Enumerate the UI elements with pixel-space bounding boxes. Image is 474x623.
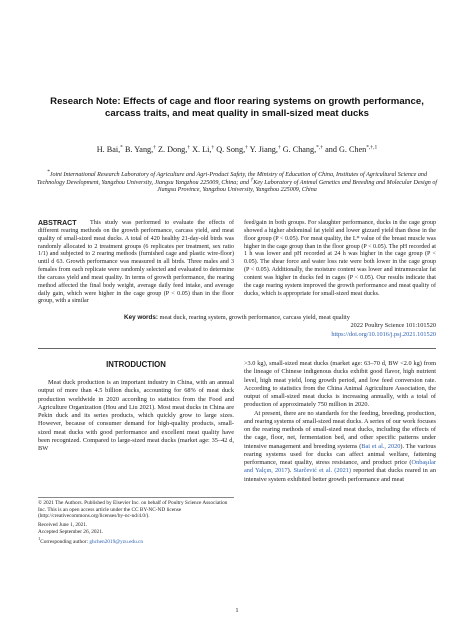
author-affiliation-mark: *,† [316, 144, 324, 151]
reference-link-starcevic[interactable]: Starčević et al. (2021) [293, 467, 352, 475]
accepted-date: Accepted September 26, 2021. [38, 528, 104, 535]
footnotes [38, 500, 234, 545]
author-affiliation-mark: * [120, 144, 123, 151]
article-title: Research Note: Effects of cage and floor rearing systems on growth performance, carcass traits, and meat quality in small-sized meat ducks [50, 96, 424, 119]
abstract-right-column: feed/gain in both groups. For slaughter performance, ducks in the cage group showed a higher abdominal fat yield and lower gizzard yield than those in the floor group (P < 0.05). For meat quality, the L* value of the breast muscle was higher in the cage group than in the floor group (P < 0.05). The pH recorded at 1 h was lower and pH recorded at 24 h was higher in the cage group (P < 0.05). The shear force and water loss rate were both lower in the cage group (P < 0.05). Additionally, the moisture content was lower and intramuscular fat content was higher in ducks fed in cages (P < 0.05). Our results indicate that the cage rearing system improved the growth performance and meat quality of ducks, which is appropriate for small-sized meat ducks. [244, 220, 436, 297]
affiliation-a-mark: * [46, 169, 50, 175]
introduction-heading: INTRODUCTION [106, 360, 166, 369]
page-number: 1 [235, 607, 239, 614]
abstract-label: ABSTRACT [38, 220, 77, 227]
copyright-notice: © 2021 The Authors. Published by Elsevier Inc. on behalf of Poultry Science Association Inc. This is an open access article under the CC BY-NC-ND license (http://creativecommons.org/licenses/by-nc-nd/4.0/). [38, 500, 228, 520]
paragraph-text: reported that ducks reared in an intensive system exhibited better growth performance and meat [244, 467, 436, 483]
author-affiliation-mark: *,†,1 [366, 144, 378, 151]
author-name: G. Chen [338, 145, 367, 154]
paragraph-text: ). The various rearing systems used for ducks can affect animal welfare, fattening performance, meat quality, stress resistance, and product price ( [244, 442, 436, 466]
paragraph-text: At present, there are no standards for the feeding, breeding, production, and rearing systems of small-sized meat ducks. A series of our work focuses on the rearing methods of small-sized meat ducks, including the effects of the cage, floor, net, fermentation bed, and other specific patterns under intensive management and breeding systems ( [244, 409, 436, 450]
author-affiliation-mark: † [153, 144, 156, 151]
introduction-paragraph-2 [244, 410, 436, 484]
keywords-label: Key words: [124, 314, 158, 321]
keywords-line [38, 314, 436, 322]
author-affiliation-mark: † [211, 144, 215, 151]
author-affiliation-mark: † [245, 144, 248, 151]
author-name: B. Yang, [124, 145, 154, 154]
section-divider [38, 348, 436, 349]
author-name: H. Bai, [96, 145, 121, 154]
introduction-left-column: Meat duck production is an important industry in China, with an annual output of more than 4.5 billion ducks, accounting for 68% of meat duck production worldwide in 2020 according to statistics from the Food and Agriculture Organization (Hou and Liu 2021). Most meat ducks in China are Pekin duck and its series products, which quickly grow to large sizes. However, because of consumer demand for high-quality products, small-sized meat ducks with good performance and excellent meat quality have been recognized. Compared to large-sized meat ducks (market age: 35–42 d, BW [38, 379, 234, 452]
journal-citation: 2022 Poultry Science 101:101520 [350, 322, 436, 329]
introduction-paragraph-1: >3.0 kg), small-sized meat ducks (market age: 63–70 d, BW <2.0 kg) from the lineage of Chinese indigenous ducks exhibit good flavor, high nutrient level, high meat yield, long growth period, and low feed conversion rate. According to statistics from the China Animal Agriculture Association, the output of small-sized meat ducks is increasing annually, with a total of production of approximately 750 million in 2020. [244, 360, 436, 409]
paragraph-text: ). [287, 467, 294, 475]
affiliation-a: Joint International Research Laboratory of Agriculture and Agri-Product Safety, the Ministry of Education of China, Institutes of Agricultural Science and Technology Development, Yangzhou University, Jiangsu Yangzhou 225009, China; and [36, 172, 427, 186]
author-affiliation-mark: † [277, 144, 281, 151]
corresponding-email[interactable]: ghchen2019@yzu.edu.cn [89, 538, 144, 545]
corresponding-author [38, 536, 234, 545]
affiliations [36, 169, 438, 195]
author-name: Z. Dong, [157, 145, 188, 154]
received-date: Received June 1, 2021. [38, 522, 88, 529]
keywords-text: meat duck, rearing system, growth performance, carcass yield, meat quality [159, 314, 350, 321]
corresponding-mark: 1 [38, 535, 41, 541]
affiliation-b: Key Laboratory of Animal Genetics and Breeding and Molecular Design of Jiangsu Province, Yangzhou University, Yangzhou 225009, China [157, 179, 438, 194]
reference-link-bai[interactable]: Bai et al., 2020 [361, 442, 401, 450]
author-name: Q. Song, [216, 145, 246, 154]
affiliation-b-mark: † [250, 176, 254, 183]
abstract-block [38, 220, 436, 305]
corresponding-label: Corresponding author: [40, 538, 89, 545]
reference-link-onbasilar[interactable]: Onbaşılar and Yalçın, 2017 [244, 459, 436, 475]
author-affiliation-mark: † [187, 144, 191, 151]
author-name: X. Li, [192, 145, 212, 154]
doi-link[interactable]: https://doi.org/10.1016/j.psj.2021.101520 [331, 330, 436, 338]
author-name: G. Chang, [282, 145, 317, 154]
author-name: and [325, 145, 337, 154]
citation-block [331, 322, 436, 340]
abstract-left-column [38, 220, 234, 306]
footnote-divider [38, 497, 234, 498]
abstract-left-text: This study was performed to evaluate the effects of different rearing methods on the growth performance, carcass yield, and meat quality of small-sized meat ducks. A total of 420 healthy 21-day-old birds was randomly allocated to 2 treatment groups (6 replicates per treatment, sex ratio 1/1) and subjected to 2 rearing methods (furnished cage and plastic wire-floor) until d 63. Growth performance was measured in all birds. Three males and 3 females from each replicate were randomly selected and evaluated to determine the carcass yield and meat quality. In terms of growth performance, the rearing method affected the final body weight, average daily feed intake, and average daily gain, which were higher in the cage group (P < 0.05) than in the floor group, with a similar [38, 220, 234, 305]
author-list [60, 145, 414, 156]
author-name: Y. Jiang, [249, 145, 278, 154]
introduction-right-column [244, 360, 436, 484]
